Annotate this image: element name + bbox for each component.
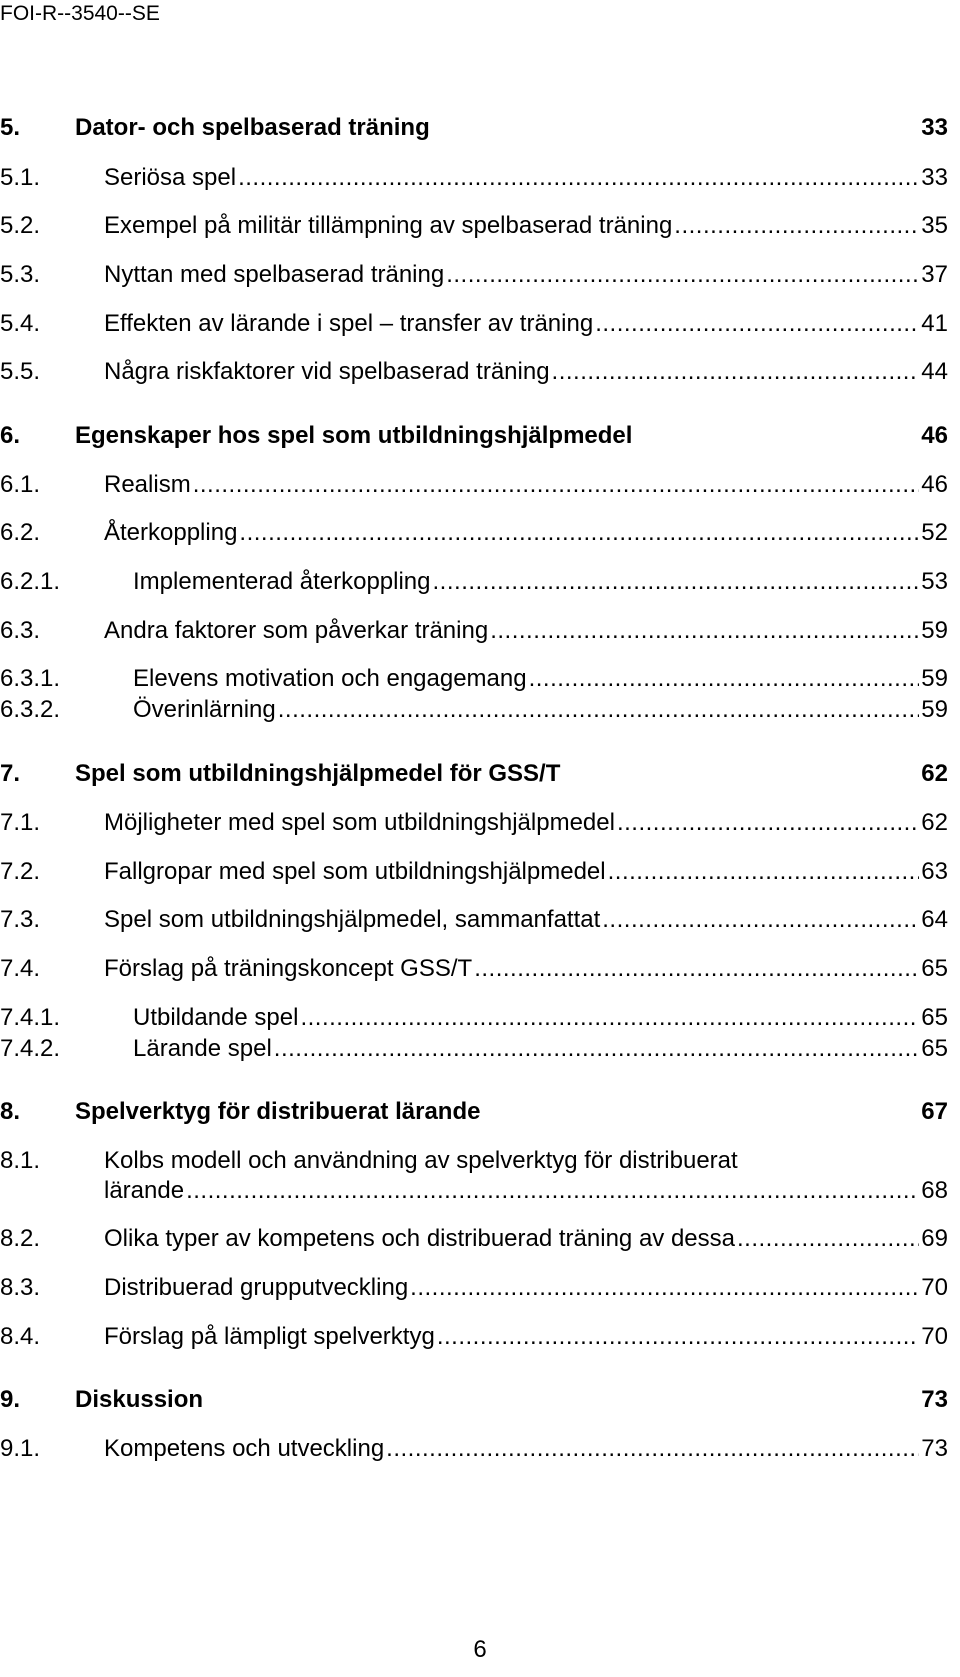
toc-entry-page: 69 (921, 1225, 948, 1252)
toc-entry-page: 33 (921, 114, 948, 141)
dot-leader (595, 310, 919, 338)
toc-entry-title: Implementerad återkoppling (133, 568, 431, 595)
toc-entry-page: 52 (921, 519, 948, 546)
dot-leader (437, 1323, 919, 1351)
toc-entry-page: 35 (921, 212, 948, 239)
toc-entry-page: 65 (921, 1004, 948, 1031)
toc-entry-number: 8.4. (0, 1323, 41, 1350)
toc-entry-title: Diskussion (75, 1386, 204, 1413)
toc-entry-page: 59 (921, 617, 948, 644)
toc-entry-title: Andra faktorer som påverkar träning (104, 617, 489, 644)
toc-entry-title: Möjligheter med spel som utbildningshjälpmedel (104, 809, 615, 836)
toc-entry-page: 65 (921, 955, 948, 982)
toc-entry-page: 53 (921, 568, 948, 595)
toc-entry-number: 6.3.2. (0, 696, 61, 723)
toc-entry-page: 70 (921, 1274, 948, 1301)
toc-entry-number: 8. (0, 1098, 21, 1125)
toc-entry-title: Dator- och spelbaserad träning (75, 114, 430, 141)
toc-entry-number: 5.2. (0, 212, 41, 239)
toc-entry-title: Några riskfaktorer vid spelbaserad träning (104, 358, 550, 385)
dot-leader (186, 1177, 919, 1205)
dot-leader (193, 471, 920, 499)
toc-entry-title: Egenskaper hos spel som utbildningshjälpmedel (75, 422, 633, 449)
toc-entry-title: Nyttan med spelbaserad träning (104, 261, 445, 288)
toc-entry-page: 44 (921, 358, 948, 385)
toc-entry-page: 62 (921, 760, 948, 787)
dot-leader (300, 1004, 919, 1032)
dot-leader (552, 358, 920, 386)
dot-leader (410, 1274, 919, 1302)
toc-entry-number: 8.1. (0, 1147, 41, 1174)
toc-entry-number: 5.5. (0, 358, 41, 385)
toc-entry-number: 6.1. (0, 471, 41, 498)
toc-entry-page: 46 (921, 471, 948, 498)
toc-entry-number: 7.4. (0, 955, 41, 982)
toc-entry-title: Förslag på träningskoncept GSS/T (104, 955, 473, 982)
toc-entry-title: Lärande spel (133, 1035, 272, 1062)
toc-entry-number: 6.3.1. (0, 665, 61, 692)
toc-entry-number: 9.1. (0, 1435, 41, 1462)
toc-entry-title: Distribuerad grupputveckling (104, 1274, 409, 1301)
dot-leader (490, 617, 919, 645)
toc-entry-page: 33 (921, 164, 948, 191)
dot-leader (238, 164, 919, 192)
toc-entry-page: 62 (921, 809, 948, 836)
toc-entry-number: 6.2. (0, 519, 41, 546)
dot-leader (617, 809, 919, 837)
dot-leader (239, 519, 919, 547)
toc-entry-title: Exempel på militär tillämpning av spelbaserad träning (104, 212, 673, 239)
toc-entry-number: 5.1. (0, 164, 41, 191)
dot-leader (529, 665, 920, 693)
toc-entry-number: 7. (0, 760, 21, 787)
toc-entry-number: 6.2.1. (0, 568, 61, 595)
toc-entry-number: 6.3. (0, 617, 41, 644)
toc-entry-number: 7.3. (0, 906, 41, 933)
toc-entry-title-continued: lärande (104, 1177, 185, 1204)
toc-entry-page: 70 (921, 1323, 948, 1350)
toc-entry-page: 37 (921, 261, 948, 288)
toc-entry-page: 63 (921, 858, 948, 885)
toc-entry-title: Återkoppling (104, 519, 238, 546)
toc-entry-page: 67 (921, 1098, 948, 1125)
toc-entry-title: Effekten av lärande i spel – transfer av träning (104, 310, 594, 337)
dot-leader (602, 906, 919, 934)
toc-entry-page: 68 (921, 1177, 948, 1204)
document-id: FOI-R--3540--SE (0, 2, 160, 25)
dot-leader (674, 212, 919, 240)
dot-leader (278, 696, 920, 724)
toc-entry-title: Fallgropar med spel som utbildningshjälpmedel (104, 858, 606, 885)
toc-entry-number: 5.3. (0, 261, 41, 288)
toc-entry-page: 46 (921, 422, 948, 449)
dot-leader (274, 1035, 920, 1063)
toc-entry-page: 65 (921, 1035, 948, 1062)
toc-entry-page: 59 (921, 665, 948, 692)
dot-leader (737, 1225, 919, 1253)
toc-entry-title: Spel som utbildningshjälpmedel för GSS/T (75, 760, 561, 787)
page-number: 6 (473, 1636, 487, 1663)
dot-leader (433, 568, 920, 596)
toc-entry-number: 7.4.1. (0, 1004, 61, 1031)
toc-entry-number: 7.1. (0, 809, 41, 836)
toc-entry-page: 64 (921, 906, 948, 933)
toc-entry-title: Kolbs modell och användning av spelverktyg för distribuerat (104, 1147, 738, 1174)
toc-entry-number: 7.4.2. (0, 1035, 61, 1062)
toc-entry-page: 73 (921, 1386, 948, 1413)
toc-entry-number: 8.3. (0, 1274, 41, 1301)
dot-leader (386, 1435, 919, 1463)
toc-entry-title: Spel som utbildningshjälpmedel, sammanfattat (104, 906, 601, 933)
toc-entry-title: Kompetens och utveckling (104, 1435, 385, 1462)
dot-leader (446, 261, 919, 289)
toc-entry-title: Realism (104, 471, 191, 498)
toc-entry-title: Förslag på lämpligt spelverktyg (104, 1323, 435, 1350)
toc-entry-page: 59 (921, 696, 948, 723)
toc-entry-title: Seriösa spel (104, 164, 237, 191)
toc-entry-number: 5. (0, 114, 21, 141)
toc-entry-number: 7.2. (0, 858, 41, 885)
toc-entry-number: 6. (0, 422, 21, 449)
toc-entry-title: Överinlärning (133, 696, 276, 723)
toc-entry-title: Elevens motivation och engagemang (133, 665, 527, 692)
toc-entry-number: 9. (0, 1386, 21, 1413)
dot-leader (608, 858, 920, 886)
toc-entry-page: 41 (921, 310, 948, 337)
toc-entry-title: Olika typer av kompetens och distribuerad träning av dessa (104, 1225, 735, 1252)
toc-entry-title: Utbildande spel (133, 1004, 299, 1031)
dot-leader (474, 955, 919, 983)
toc-entry-number: 8.2. (0, 1225, 41, 1252)
toc-entry-title: Spelverktyg för distribuerat lärande (75, 1098, 481, 1125)
toc-entry-number: 5.4. (0, 310, 41, 337)
toc-entry-page: 73 (921, 1435, 948, 1462)
